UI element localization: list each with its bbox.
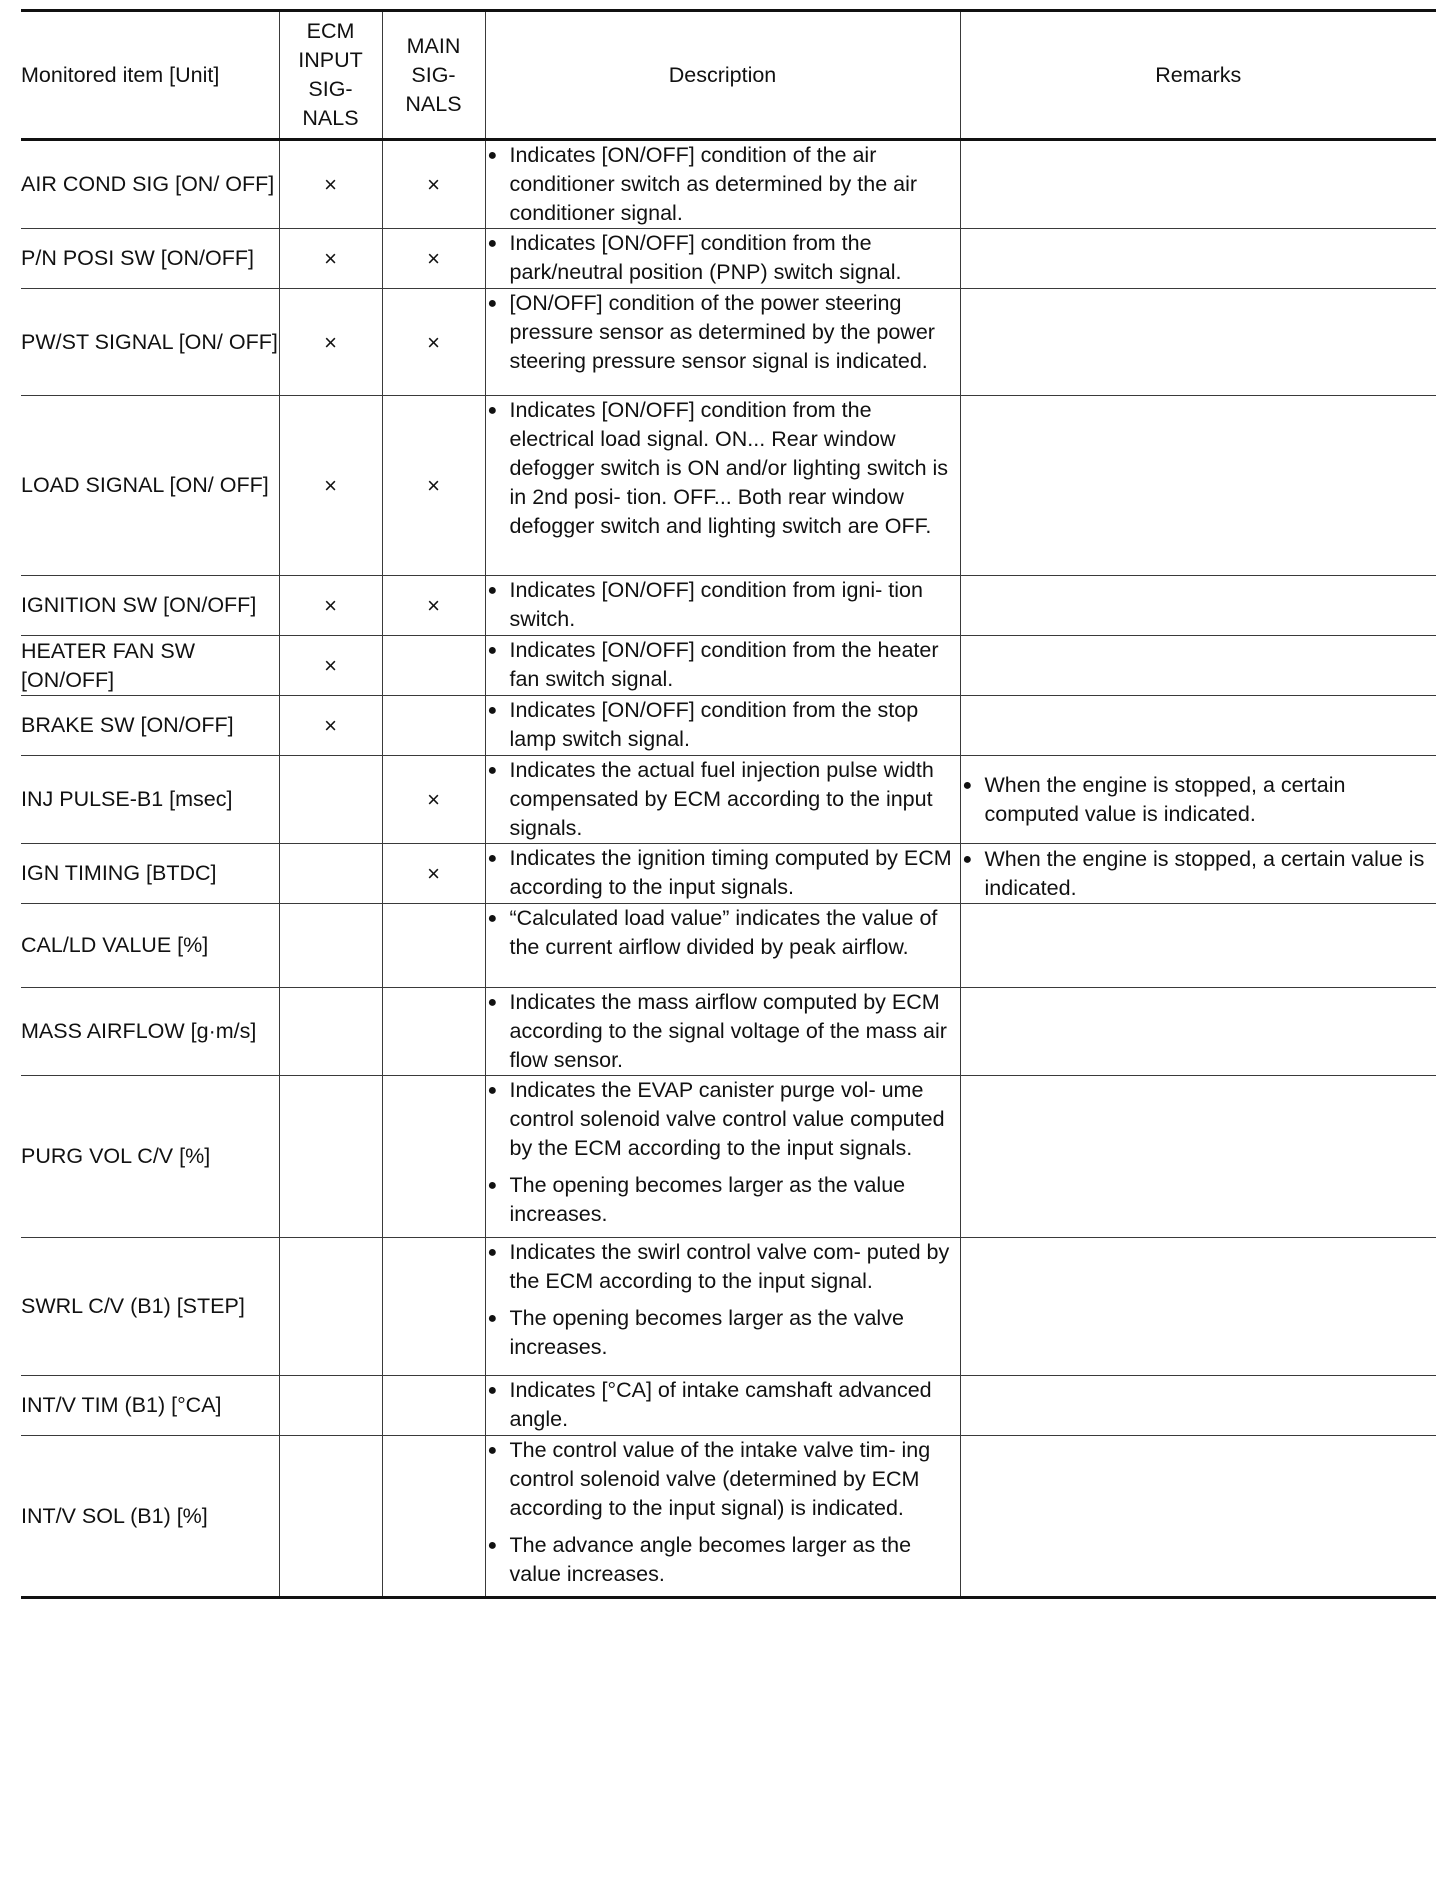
monitored-item-cell: INT/V TIM (B1) [°CA] [21,1376,279,1436]
description-cell [485,396,960,576]
description-cell [485,1436,960,1598]
main-signal-mark [382,1436,485,1598]
header-remarks: Remarks [960,11,1436,140]
remarks-cell [960,1436,1436,1598]
bullet-icon: ● [487,582,498,599]
description-bullet-item [486,1171,960,1229]
table-row [21,140,1436,229]
description-bullet-item [486,636,960,694]
bullet-icon: ● [487,295,498,312]
bullet-icon: ● [487,1537,498,1554]
bullet-icon: ● [487,1310,498,1327]
description-bullet-item [486,1304,960,1362]
description-text: [ON/OFF] condition of the power steering pressure sensor as determined by the power steering pressure sensor signal is indicated. [509,291,935,373]
monitored-item-cell: IGN TIMING [BTDC] [21,844,279,904]
bullet-icon: ● [487,702,498,719]
monitored-item-cell: MASS AIRFLOW [g·m/s] [21,988,279,1076]
main-signal-mark: × [382,229,485,289]
monitored-item-cell: IGNITION SW [ON/OFF] [21,576,279,636]
ecm-input-signal-mark: × [279,396,382,576]
description-text: The control value of the intake valve tim- ing control solenoid valve (determined by ECM according to the input signal) is indicated. [509,1438,931,1520]
description-cell [485,1238,960,1376]
remarks-cell [960,140,1436,229]
main-signal-mark [382,696,485,756]
description-cell [485,1376,960,1436]
ecm-input-signal-mark: × [279,576,382,636]
bullet-icon: ● [487,402,498,419]
description-cell [485,289,960,396]
main-signal-mark: × [382,756,485,844]
monitored-item-cell: AIR COND SIG [ON/ OFF] [21,140,279,229]
remarks-cell [960,229,1436,289]
description-list [486,904,960,962]
ecm-input-signal-mark [279,756,382,844]
description-list [486,636,960,694]
table-row [21,844,1436,904]
description-bullet-item [486,988,960,1075]
description-list [486,1436,960,1589]
table-row [21,1076,1436,1238]
ecm-input-signal-mark [279,988,382,1076]
description-cell [485,1076,960,1238]
description-bullet-item [486,289,960,376]
description-text: Indicates the swirl control valve com- puted by the ECM according to the input signal. [509,1240,950,1293]
table-row [21,229,1436,289]
main-signal-mark [382,1076,485,1238]
ecm-input-signal-mark: × [279,229,382,289]
table-row [21,1238,1436,1376]
remarks-cell [960,756,1436,844]
remarks-cell [960,904,1436,988]
ecm-input-signal-mark [279,904,382,988]
description-text: Indicates [ON/OFF] condition from igni- tion switch. [509,578,923,631]
table-row [21,904,1436,988]
remarks-cell [960,1376,1436,1436]
main-signal-mark: × [382,844,485,904]
description-cell [485,636,960,696]
description-cell [485,844,960,904]
description-list [486,289,960,376]
description-cell [485,140,960,229]
monitored-items-table [21,9,1436,1599]
header-monitored-item: Monitored item [Unit] [21,11,279,140]
description-bullet-item [486,396,960,541]
bullet-icon: ● [487,1177,498,1194]
remarks-content [961,845,1437,903]
remarks-cell [960,988,1436,1076]
bullet-icon: ● [487,1442,498,1459]
description-cell [485,988,960,1076]
ecm-input-signal-mark: × [279,696,382,756]
main-signal-mark [382,636,485,696]
table-row [21,396,1436,576]
remarks-cell [960,1076,1436,1238]
description-bullet-item [486,229,960,287]
description-text: The advance angle becomes larger as the value increases. [509,1533,912,1586]
bullet-icon: ● [962,776,973,794]
description-list [486,988,960,1075]
main-signal-mark [382,1376,485,1436]
remarks-cell [960,844,1436,904]
remarks-bullet-item [961,771,1437,829]
description-bullet-item [486,576,960,634]
description-cell [485,229,960,289]
description-text: Indicates the EVAP canister purge vol- ume control solenoid valve control value computed by the ECM according to the input signals. [509,1078,945,1160]
table-row [21,636,1436,696]
description-text: Indicates [ON/OFF] condition from the electrical load signal. ON... Rear window defogger switch is ON and/or lighting switch is in 2nd posi- tion. OFF... Both rear window defogger switch and lighting switch are OFF. [509,398,949,538]
main-signal-mark [382,1238,485,1376]
bullet-icon: ● [487,147,498,164]
monitored-item-cell: INT/V SOL (B1) [%] [21,1436,279,1598]
description-text: Indicates [ON/OFF] condition from the heater fan switch signal. [509,638,939,691]
description-text: The opening becomes larger as the valve increases. [509,1306,904,1359]
table-row [21,576,1436,636]
remarks-text: When the engine is stopped, a certain computed value is indicated. [984,772,1346,826]
description-list [486,396,960,541]
description-bullet-item [486,696,960,754]
monitored-item-cell: BRAKE SW [ON/OFF] [21,696,279,756]
remarks-cell [960,636,1436,696]
main-signal-mark: × [382,396,485,576]
description-bullet-item [486,1376,960,1434]
description-bullet-item [486,1436,960,1523]
remarks-cell [960,1238,1436,1376]
bullet-icon: ● [962,850,973,868]
remarks-cell [960,396,1436,576]
bullet-icon: ● [487,1082,498,1099]
ecm-input-signal-mark [279,844,382,904]
bullet-icon: ● [487,994,498,1011]
description-text: Indicates [ON/OFF] condition of the air conditioner switch as determined by the air conditioner signal. [509,143,918,225]
bullet-icon: ● [487,1244,498,1261]
remarks-text: When the engine is stopped, a certain value is indicated. [984,846,1425,900]
description-text: Indicates [ON/OFF] condition from the stop lamp switch signal. [509,698,919,751]
monitored-item-cell: HEATER FAN SW [ON/OFF] [21,636,279,696]
table-row [21,289,1436,396]
table-row [21,1376,1436,1436]
description-text: Indicates the actual fuel injection pulse width compensated by ECM according to the input signals. [509,758,934,840]
remarks-list [961,845,1437,903]
bullet-icon: ● [487,642,498,659]
remarks-cell [960,289,1436,396]
remarks-cell [960,576,1436,636]
monitored-item-cell: INJ PULSE-B1 [msec] [21,756,279,844]
description-list [486,1376,960,1434]
main-signal-mark [382,904,485,988]
table-row [21,696,1436,756]
bullet-icon: ● [487,235,498,252]
header-ecm-input-signals: ECM INPUT SIG- NALS [279,11,382,140]
table-row [21,1436,1436,1598]
remarks-cell [960,696,1436,756]
description-list [486,576,960,634]
description-text: “Calculated load value” indicates the value of the current airflow divided by peak airflow. [509,906,938,959]
description-bullet-item [486,1531,960,1589]
remarks-list [961,771,1437,829]
monitored-item-cell: CAL/LD VALUE [%] [21,904,279,988]
monitored-item-cell: PURG VOL C/V [%] [21,1076,279,1238]
bullet-icon: ● [487,910,498,927]
remarks-content [961,771,1437,829]
description-bullet-item [486,1238,960,1296]
table-row [21,988,1436,1076]
bullet-icon: ● [487,1382,498,1399]
main-signal-mark: × [382,289,485,396]
ecm-input-signal-mark: × [279,636,382,696]
description-bullet-item [486,904,960,962]
description-bullet-item [486,141,960,228]
bullet-icon: ● [487,850,498,867]
description-bullet-item [486,756,960,843]
ecm-input-signal-mark [279,1436,382,1598]
table-row [21,756,1436,844]
description-list [486,696,960,754]
ecm-input-signal-mark: × [279,289,382,396]
description-list [486,756,960,843]
ecm-input-signal-mark [279,1238,382,1376]
description-bullet-item [486,1076,960,1163]
description-text: Indicates the mass airflow computed by ECM according to the signal voltage of the mass air flow sensor. [509,990,947,1072]
description-list [486,141,960,228]
description-text: The opening becomes larger as the value increases. [509,1173,906,1226]
table-header-row [21,11,1436,140]
main-signal-mark: × [382,576,485,636]
description-cell [485,576,960,636]
description-list [486,844,960,902]
description-cell [485,756,960,844]
ecm-input-signal-mark: × [279,140,382,229]
description-text: Indicates [ON/OFF] condition from the park/neutral position (PNP) switch signal. [509,231,902,284]
description-list [486,1076,960,1229]
monitored-item-cell: PW/ST SIGNAL [ON/ OFF] [21,289,279,396]
monitored-item-cell: SWRL C/V (B1) [STEP] [21,1238,279,1376]
main-signal-mark [382,988,485,1076]
monitored-item-cell: LOAD SIGNAL [ON/ OFF] [21,396,279,576]
ecm-input-signal-mark [279,1076,382,1238]
remarks-bullet-item [961,845,1437,903]
main-signal-mark: × [382,140,485,229]
description-list [486,1238,960,1362]
header-main-signals: MAIN SIG- NALS [382,11,485,140]
description-list [486,229,960,287]
ecm-input-signal-mark [279,1376,382,1436]
description-text: Indicates the ignition timing computed by ECM according to the input signals. [509,846,952,899]
description-cell [485,904,960,988]
monitored-item-cell: P/N POSI SW [ON/OFF] [21,229,279,289]
header-description: Description [485,11,960,140]
description-bullet-item [486,844,960,902]
bullet-icon: ● [487,762,498,779]
description-cell [485,696,960,756]
description-text: Indicates [°CA] of intake camshaft advanced angle. [509,1378,932,1431]
